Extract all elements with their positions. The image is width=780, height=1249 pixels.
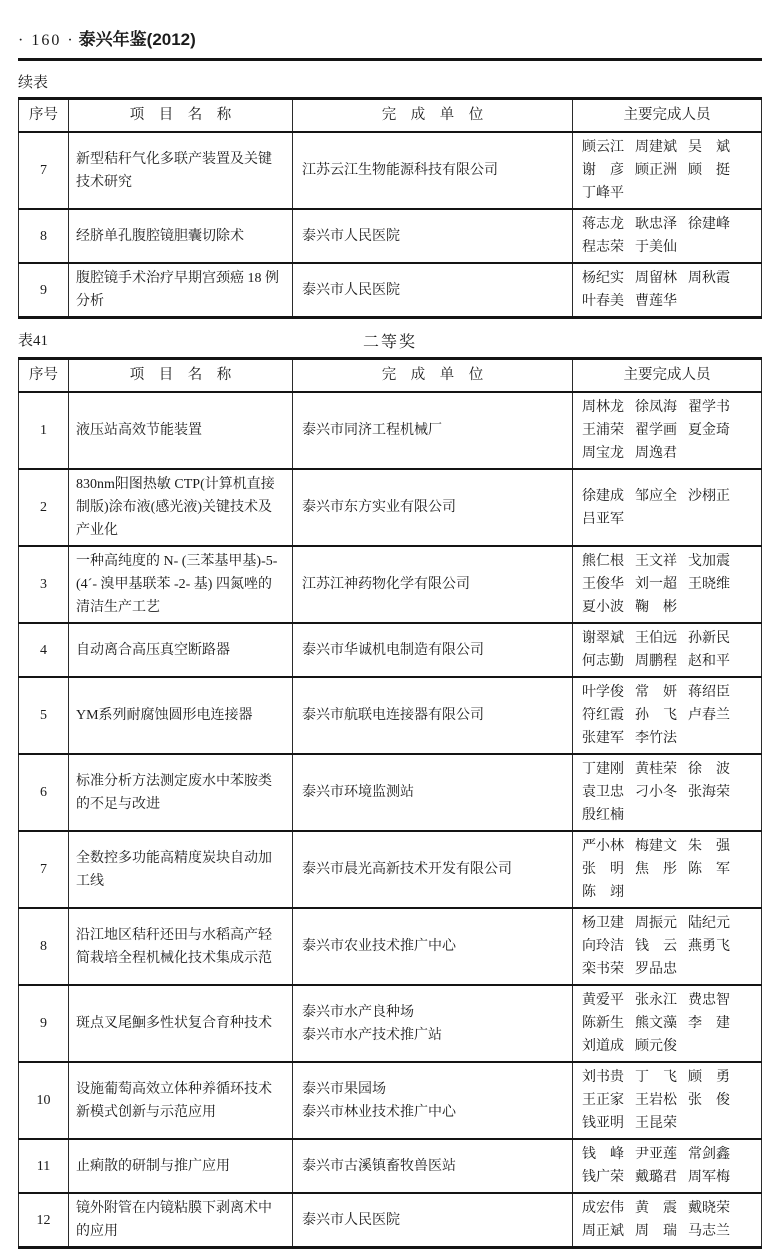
personnel-line — [582, 550, 761, 573]
person-name: 陆纪元 — [688, 916, 730, 931]
unit-line: 泰兴市农业技术推广中心 — [302, 939, 456, 954]
person-name: 程志荣 — [582, 240, 624, 255]
personnel-line — [582, 858, 761, 881]
person-name: 夏小波 — [582, 600, 624, 615]
page-number — [18, 32, 75, 50]
cell-serial-number: 7 — [19, 132, 69, 209]
person-name: 周留林 — [635, 271, 677, 286]
person-name: 周逸君 — [635, 446, 677, 461]
cell-project-name: 镜外附管在内镜粘膜下剥离术中的应用 — [69, 1193, 293, 1248]
table-header-row — [19, 99, 762, 133]
person-name: 周建斌 — [635, 140, 677, 155]
person-name: 陈新生 — [582, 1016, 624, 1031]
person-name: 刘书贵 — [582, 1070, 624, 1085]
dot-marker: · — [18, 32, 26, 49]
cell-project-name: 腹腔镜手术治疗早期宫颈癌 18 例分析 — [69, 263, 293, 318]
unit-line: 泰兴市东方实业有限公司 — [302, 500, 456, 515]
cell-serial-number: 10 — [19, 1062, 69, 1139]
cell-main-personnel — [573, 1062, 762, 1139]
person-name: 张 俊 — [688, 1093, 730, 1108]
person-name: 丁建刚 — [582, 762, 624, 777]
person-name: 黄 震 — [635, 1201, 677, 1216]
personnel-line — [582, 159, 761, 182]
header-project-name: 项 目 名 称 — [69, 359, 293, 393]
person-name: 焦 彤 — [635, 862, 677, 877]
cell-serial-number: 5 — [19, 677, 69, 754]
person-name: 周宝龙 — [582, 446, 624, 461]
cell-serial-number: 12 — [19, 1193, 69, 1248]
cell-serial-number: 1 — [19, 392, 69, 469]
cell-completing-unit — [293, 546, 573, 623]
personnel-line — [582, 1197, 761, 1220]
personnel-line — [582, 290, 761, 313]
cell-completing-unit — [293, 1193, 573, 1248]
person-name: 严小林 — [582, 839, 624, 854]
person-name: 孙 飞 — [635, 708, 677, 723]
cell-completing-unit — [293, 985, 573, 1062]
person-name: 顾正洲 — [635, 163, 677, 178]
person-name: 王正家 — [582, 1093, 624, 1108]
person-name: 顾云江 — [582, 140, 624, 155]
personnel-line — [582, 1066, 761, 1089]
cell-serial-number: 8 — [19, 209, 69, 263]
unit-line: 泰兴市环境监测站 — [302, 785, 414, 800]
table-row — [19, 985, 762, 1062]
table41-caption — [18, 329, 762, 351]
person-name: 周 瑞 — [635, 1224, 677, 1239]
person-name: 符红霞 — [582, 708, 624, 723]
cell-completing-unit — [293, 1139, 573, 1193]
cell-completing-unit — [293, 392, 573, 469]
person-name: 刘一超 — [635, 577, 677, 592]
person-name: 谢 彦 — [582, 163, 624, 178]
header-main-personnel: 主要完成人员 — [573, 99, 762, 133]
person-name: 邹应全 — [635, 488, 677, 504]
person-name: 杨卫建 — [582, 916, 624, 931]
cell-serial-number: 7 — [19, 831, 69, 908]
person-name: 周秋霞 — [688, 271, 730, 286]
cell-project-name: 沿江地区秸秆还田与水稻高产轻简栽培全程机械化技术集成示范 — [69, 908, 293, 985]
cell-project-name: 自动离合高压真空断路器 — [69, 623, 293, 677]
header-rule — [18, 58, 762, 61]
unit-line: 泰兴市航联电连接器有限公司 — [302, 708, 484, 723]
table-row — [19, 831, 762, 908]
person-name: 徐建峰 — [688, 217, 730, 232]
person-name: 徐 波 — [688, 762, 730, 777]
table41-title: 二等奖 — [362, 334, 418, 351]
person-name: 吴 斌 — [688, 140, 730, 155]
person-name: 常 妍 — [635, 685, 677, 700]
cell-completing-unit — [293, 831, 573, 908]
cell-main-personnel — [573, 263, 762, 318]
cell-main-personnel — [573, 469, 762, 546]
person-name: 徐凤海 — [635, 400, 677, 415]
unit-line: 泰兴市人民医院 — [302, 1212, 400, 1228]
person-name: 王岩松 — [635, 1093, 677, 1108]
cell-main-personnel — [573, 546, 762, 623]
cell-main-personnel — [573, 677, 762, 754]
header-completing-unit: 完 成 单 位 — [293, 99, 573, 133]
personnel-line — [582, 1089, 761, 1112]
person-name: 顾元俊 — [635, 1039, 677, 1054]
personnel-line — [582, 912, 761, 935]
person-name: 张建军 — [582, 731, 624, 746]
personnel-line — [582, 1166, 761, 1189]
person-name: 李竹法 — [635, 731, 677, 746]
personnel-line — [582, 1012, 761, 1035]
header-project-name: 项 目 名 称 — [69, 99, 293, 133]
personnel-line — [582, 804, 761, 827]
cell-main-personnel — [573, 623, 762, 677]
unit-line: 泰兴市人民医院 — [302, 282, 400, 298]
cell-serial-number: 8 — [19, 908, 69, 985]
book-title: 泰兴年鉴(2012) — [78, 30, 196, 49]
person-name: 卢春兰 — [688, 708, 730, 723]
header-serial-number: 序号 — [19, 99, 69, 133]
person-name: 罗品忠 — [635, 962, 677, 977]
cell-completing-unit — [293, 132, 573, 209]
person-name: 耿忠泽 — [635, 217, 677, 232]
person-name: 钱亚明 — [582, 1116, 624, 1131]
person-name: 钱 云 — [635, 939, 677, 954]
cell-serial-number: 9 — [19, 985, 69, 1062]
personnel-line — [582, 182, 761, 205]
person-name: 周鹏程 — [635, 654, 677, 669]
person-name: 熊文藻 — [635, 1016, 677, 1031]
person-name: 戴璐君 — [635, 1170, 677, 1185]
table-row — [19, 677, 762, 754]
person-name: 熊仁根 — [582, 554, 624, 569]
person-name: 向玲洁 — [582, 939, 624, 954]
cell-completing-unit — [293, 209, 573, 263]
cell-project-name: 斑点叉尾鮰多性状复合育种技术 — [69, 985, 293, 1062]
cell-main-personnel — [573, 392, 762, 469]
cell-serial-number: 3 — [19, 546, 69, 623]
person-name: 袁卫忠 — [582, 785, 624, 800]
personnel-line — [582, 758, 761, 781]
person-name: 丁 飞 — [635, 1070, 677, 1085]
cell-completing-unit — [293, 623, 573, 677]
person-name: 张永江 — [635, 993, 677, 1008]
unit-line: 泰兴市晨光高新技术开发有限公司 — [302, 862, 512, 877]
personnel-line — [582, 835, 761, 858]
cell-main-personnel — [573, 985, 762, 1062]
cell-main-personnel — [573, 831, 762, 908]
cell-main-personnel — [573, 754, 762, 831]
person-name: 梅建文 — [635, 839, 677, 854]
header-main-personnel: 主要完成人员 — [573, 359, 762, 393]
table-row — [19, 1193, 762, 1248]
person-name: 黄爱平 — [582, 993, 624, 1008]
table-row — [19, 1062, 762, 1139]
person-name: 周振元 — [635, 916, 677, 931]
person-name: 燕勇飞 — [688, 939, 730, 954]
personnel-line — [582, 267, 761, 290]
table41-label: 表41 — [18, 333, 49, 349]
person-name: 王文祥 — [635, 554, 677, 569]
cell-completing-unit — [293, 908, 573, 985]
person-name: 殷红楠 — [582, 808, 624, 823]
table-row — [19, 392, 762, 469]
continued-table-label: 续表 — [18, 75, 49, 91]
cell-main-personnel — [573, 209, 762, 263]
person-name: 张 明 — [582, 862, 624, 877]
person-name: 杨纪实 — [582, 271, 624, 286]
page-number-value: 160 — [31, 32, 62, 49]
cell-project-name: 设施葡萄高效立体种养循环技术新模式创新与示范应用 — [69, 1062, 293, 1139]
person-name: 栾书荣 — [582, 962, 624, 977]
person-name: 王晓维 — [688, 577, 730, 592]
table-header-row — [19, 359, 762, 393]
personnel-line — [582, 704, 761, 727]
table-row — [19, 469, 762, 546]
cell-project-name: 止痢散的研制与推广应用 — [69, 1139, 293, 1193]
person-name: 孙新民 — [688, 631, 730, 646]
cell-project-name: 全数控多功能高精度炭块自动加工线 — [69, 831, 293, 908]
personnel-line — [582, 1112, 761, 1135]
person-name: 常剑鑫 — [688, 1147, 730, 1162]
cell-completing-unit — [293, 469, 573, 546]
person-name: 尹亚莲 — [635, 1147, 677, 1162]
person-name: 朱 强 — [688, 839, 730, 854]
person-name: 王昆荣 — [635, 1116, 677, 1131]
table-row — [19, 209, 762, 263]
personnel-line — [582, 213, 761, 236]
person-name: 何志勤 — [582, 654, 624, 669]
cell-serial-number: 6 — [19, 754, 69, 831]
unit-line: 泰兴市华诚机电制造有限公司 — [302, 642, 484, 658]
unit-line: 江苏云江生物能源科技有限公司 — [302, 163, 498, 178]
cell-project-name: 液压站高效节能装置 — [69, 392, 293, 469]
personnel-line — [582, 1035, 761, 1058]
personnel-line — [582, 681, 761, 704]
personnel-line — [582, 781, 761, 804]
unit-line: 泰兴市果园场 — [302, 1081, 386, 1097]
person-name: 鞠 彬 — [635, 600, 677, 615]
cell-serial-number: 2 — [19, 469, 69, 546]
table-row — [19, 623, 762, 677]
personnel-line — [582, 881, 761, 904]
cell-project-name: 标准分析方法测定废水中苯胺类的不足与改进 — [69, 754, 293, 831]
person-name: 周正斌 — [582, 1224, 624, 1239]
cell-project-name: 经脐单孔腹腔镜胆囊切除术 — [69, 209, 293, 263]
unit-line: 泰兴市水产良种场 — [302, 1004, 414, 1020]
person-name: 王浦荣 — [582, 423, 624, 438]
cell-serial-number: 9 — [19, 263, 69, 318]
header-completing-unit: 完 成 单 位 — [293, 359, 573, 393]
person-name: 沙栩正 — [688, 488, 730, 504]
person-name: 张海荣 — [688, 785, 730, 800]
person-name: 马志兰 — [688, 1224, 730, 1239]
person-name: 戈加震 — [688, 554, 730, 569]
cell-main-personnel — [573, 908, 762, 985]
personnel-line — [582, 1220, 761, 1243]
cell-project-name: 一种高纯度的 N- (三苯基甲基)-5-(4ˊ- 溴甲基联苯 -2- 基) 四氮唑的清洁生产工艺 — [69, 546, 293, 623]
personnel-line — [582, 1143, 761, 1166]
header-serial-number: 序号 — [19, 359, 69, 393]
person-name: 刘道成 — [582, 1039, 624, 1054]
table-row — [19, 754, 762, 831]
person-name: 翟学书 — [688, 400, 730, 415]
cell-completing-unit — [293, 263, 573, 318]
person-name: 陈 翊 — [582, 885, 624, 900]
personnel-line — [582, 935, 761, 958]
person-name: 赵和平 — [688, 654, 730, 669]
person-name: 周军梅 — [688, 1170, 730, 1185]
person-name: 戴晓荣 — [688, 1201, 730, 1216]
person-name: 吕亚军 — [582, 511, 624, 527]
table-row — [19, 263, 762, 318]
person-name: 成宏伟 — [582, 1201, 624, 1216]
personnel-line — [582, 627, 761, 650]
person-name: 谢翠斌 — [582, 631, 624, 646]
personnel-line — [582, 573, 761, 596]
person-name: 蒋绍臣 — [688, 685, 730, 700]
dot-marker: · — [67, 32, 75, 49]
table-row — [19, 1139, 762, 1193]
person-name: 陈 军 — [688, 862, 730, 877]
cell-project-name: 新型秸秆气化多联产装置及关键技术研究 — [69, 132, 293, 209]
cell-project-name: YM系列耐腐蚀圆形电连接器 — [69, 677, 293, 754]
personnel-line — [582, 508, 761, 531]
person-name: 刁小冬 — [635, 785, 677, 800]
person-name: 蒋志龙 — [582, 217, 624, 232]
person-name: 黄桂荣 — [635, 762, 677, 777]
personnel-line — [582, 485, 761, 508]
second-prize-table — [18, 357, 762, 1249]
cell-main-personnel — [573, 1193, 762, 1248]
unit-line: 江苏江神药物化学有限公司 — [302, 577, 470, 592]
cell-completing-unit — [293, 1062, 573, 1139]
person-name: 周林龙 — [582, 400, 624, 415]
personnel-line — [582, 958, 761, 981]
page-header — [18, 0, 762, 50]
cell-completing-unit — [293, 677, 573, 754]
person-name: 翟学画 — [635, 423, 677, 438]
person-name: 钱 峰 — [582, 1147, 624, 1162]
personnel-line — [582, 727, 761, 750]
cell-completing-unit — [293, 754, 573, 831]
personnel-line — [582, 442, 761, 465]
table-row — [19, 546, 762, 623]
unit-line: 泰兴市同济工程机械厂 — [302, 423, 442, 438]
person-name: 丁峰平 — [582, 186, 624, 201]
cell-project-name: 830nm阳图热敏 CTP(计算机直接制版)涂布液(感光液)关键技术及产业化 — [69, 469, 293, 546]
person-name: 顾 挺 — [688, 163, 730, 178]
person-name: 于美仙 — [635, 240, 677, 255]
personnel-line — [582, 419, 761, 442]
personnel-line — [582, 396, 761, 419]
personnel-line — [582, 236, 761, 259]
unit-line: 泰兴市林业技术推广中心 — [302, 1104, 456, 1120]
person-name: 王俊华 — [582, 577, 624, 592]
cell-serial-number: 4 — [19, 623, 69, 677]
unit-line: 泰兴市人民医院 — [302, 228, 400, 244]
table-row — [19, 908, 762, 985]
personnel-line — [582, 136, 761, 159]
person-name: 叶春美 — [582, 294, 624, 309]
person-name: 钱广荣 — [582, 1170, 624, 1185]
continued-awards-table — [18, 97, 762, 319]
person-name: 夏金琦 — [688, 423, 730, 438]
cell-main-personnel — [573, 132, 762, 209]
table-row — [19, 132, 762, 209]
person-name: 顾 勇 — [688, 1070, 730, 1085]
person-name: 曹莲华 — [635, 294, 677, 309]
person-name: 叶学俊 — [582, 685, 624, 700]
unit-line: 泰兴市古溪镇畜牧兽医站 — [302, 1158, 456, 1174]
person-name: 徐建成 — [582, 488, 624, 504]
person-name: 李 建 — [688, 1016, 730, 1031]
personnel-line — [582, 596, 761, 619]
unit-line: 泰兴市水产技术推广站 — [302, 1027, 442, 1043]
personnel-line — [582, 650, 761, 673]
person-name: 费忠智 — [688, 993, 730, 1008]
personnel-line — [582, 989, 761, 1012]
person-name: 王伯远 — [635, 631, 677, 646]
cell-main-personnel — [573, 1139, 762, 1193]
cell-serial-number: 11 — [19, 1139, 69, 1193]
